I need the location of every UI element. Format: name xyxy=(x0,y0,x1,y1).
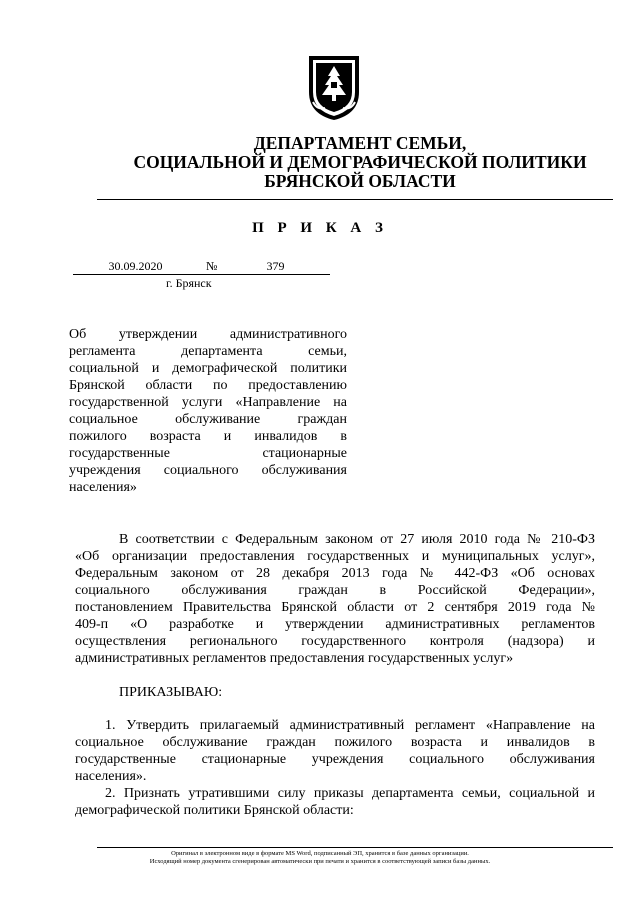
title-line: Об утверждении административного xyxy=(69,327,347,342)
title-line: регламента департамента семьи, xyxy=(69,344,347,359)
preamble-line: административных регламентов предоставления государственных услуг» xyxy=(75,651,514,666)
order-date xyxy=(73,259,198,275)
order-date-value: 30.09.2020 xyxy=(108,259,163,273)
order-number-value: 379 xyxy=(266,259,285,273)
title-line: населения» xyxy=(69,480,137,495)
title-line: государственные стационарные xyxy=(69,446,347,461)
item-1-line: государственные стационарные учреждения социального обслуживания xyxy=(75,752,595,767)
item-2-line: демографической политики Брянской области: xyxy=(75,803,354,818)
title-line: социальное обслуживание граждан xyxy=(69,412,347,427)
title-line: Брянской области по предоставлению xyxy=(69,378,347,393)
item-1-line: 1. Утвердить прилагаемый административный регламент «Направление на xyxy=(105,718,595,733)
city-label: г. Брянск xyxy=(166,276,212,290)
order-title xyxy=(69,326,347,496)
department-name-line-2: СОЦИАЛЬНОЙ И ДЕМОГРАФИЧЕСКОЙ ПОЛИТИКИ xyxy=(133,152,587,172)
order-item-1 xyxy=(75,717,595,785)
footer-note-1: Оригинал в электронном виде в формате MS Word, подписанный ЭП, хранится в базе данных организации. xyxy=(171,850,469,857)
order-item-2 xyxy=(75,785,595,819)
number-sign: № xyxy=(206,259,218,273)
title-line: учреждения социального обслуживания xyxy=(69,463,347,478)
footer-note-2: Исходящий номер документа сгенерирован автоматически при печати и хранится в соответствующей записи базы данных. xyxy=(149,858,491,865)
preamble-line: «Об организации предоставления государственных и муниципальных услуг», xyxy=(75,549,595,564)
preamble-line: постановлением Правительства Брянской области от 2 сентября 2019 года № xyxy=(75,600,595,615)
preamble-line: осуществления регионального государственного контроля (надзора) и xyxy=(75,634,595,649)
department-name-line-1: ДЕПАРТАМЕНТ СЕМЬИ, xyxy=(253,133,467,153)
order-number xyxy=(198,259,330,275)
preamble-line: социального обслуживания граждан в Российской Федерации», xyxy=(75,583,595,598)
title-line: государственной услуги «Направление на xyxy=(69,395,347,410)
header-divider xyxy=(97,199,613,200)
item-1-line: социальное обслуживание граждан пожилого возраста и инвалидов в xyxy=(75,735,595,750)
title-line: пожилого возраста и инвалидов в xyxy=(69,429,347,444)
footer-divider xyxy=(97,847,613,848)
preamble-line: 409-п «О разработке и утверждении административных регламентов xyxy=(75,617,595,632)
preamble-paragraph xyxy=(75,531,595,667)
item-1-line: населения». xyxy=(75,769,147,784)
preamble-line: Федеральным законом от 28 декабря 2013 года № 442-ФЗ «Об основах xyxy=(75,566,595,581)
preamble-line: В соответствии с Федеральным законом от 27 июля 2010 года № 210-ФЗ xyxy=(119,532,595,547)
department-name-line-3: БРЯНСКОЙ ОБЛАСТИ xyxy=(264,171,456,191)
title-line: социальной и демографической политики xyxy=(69,361,347,376)
bryansk-coat-of-arms-icon xyxy=(305,52,363,122)
document-type-heading: П Р И К А З xyxy=(252,220,388,236)
order-directive-word: ПРИКАЗЫВАЮ: xyxy=(119,685,223,700)
item-2-line: 2. Признать утратившими силу приказы департамента семьи, социальной и xyxy=(105,786,595,801)
